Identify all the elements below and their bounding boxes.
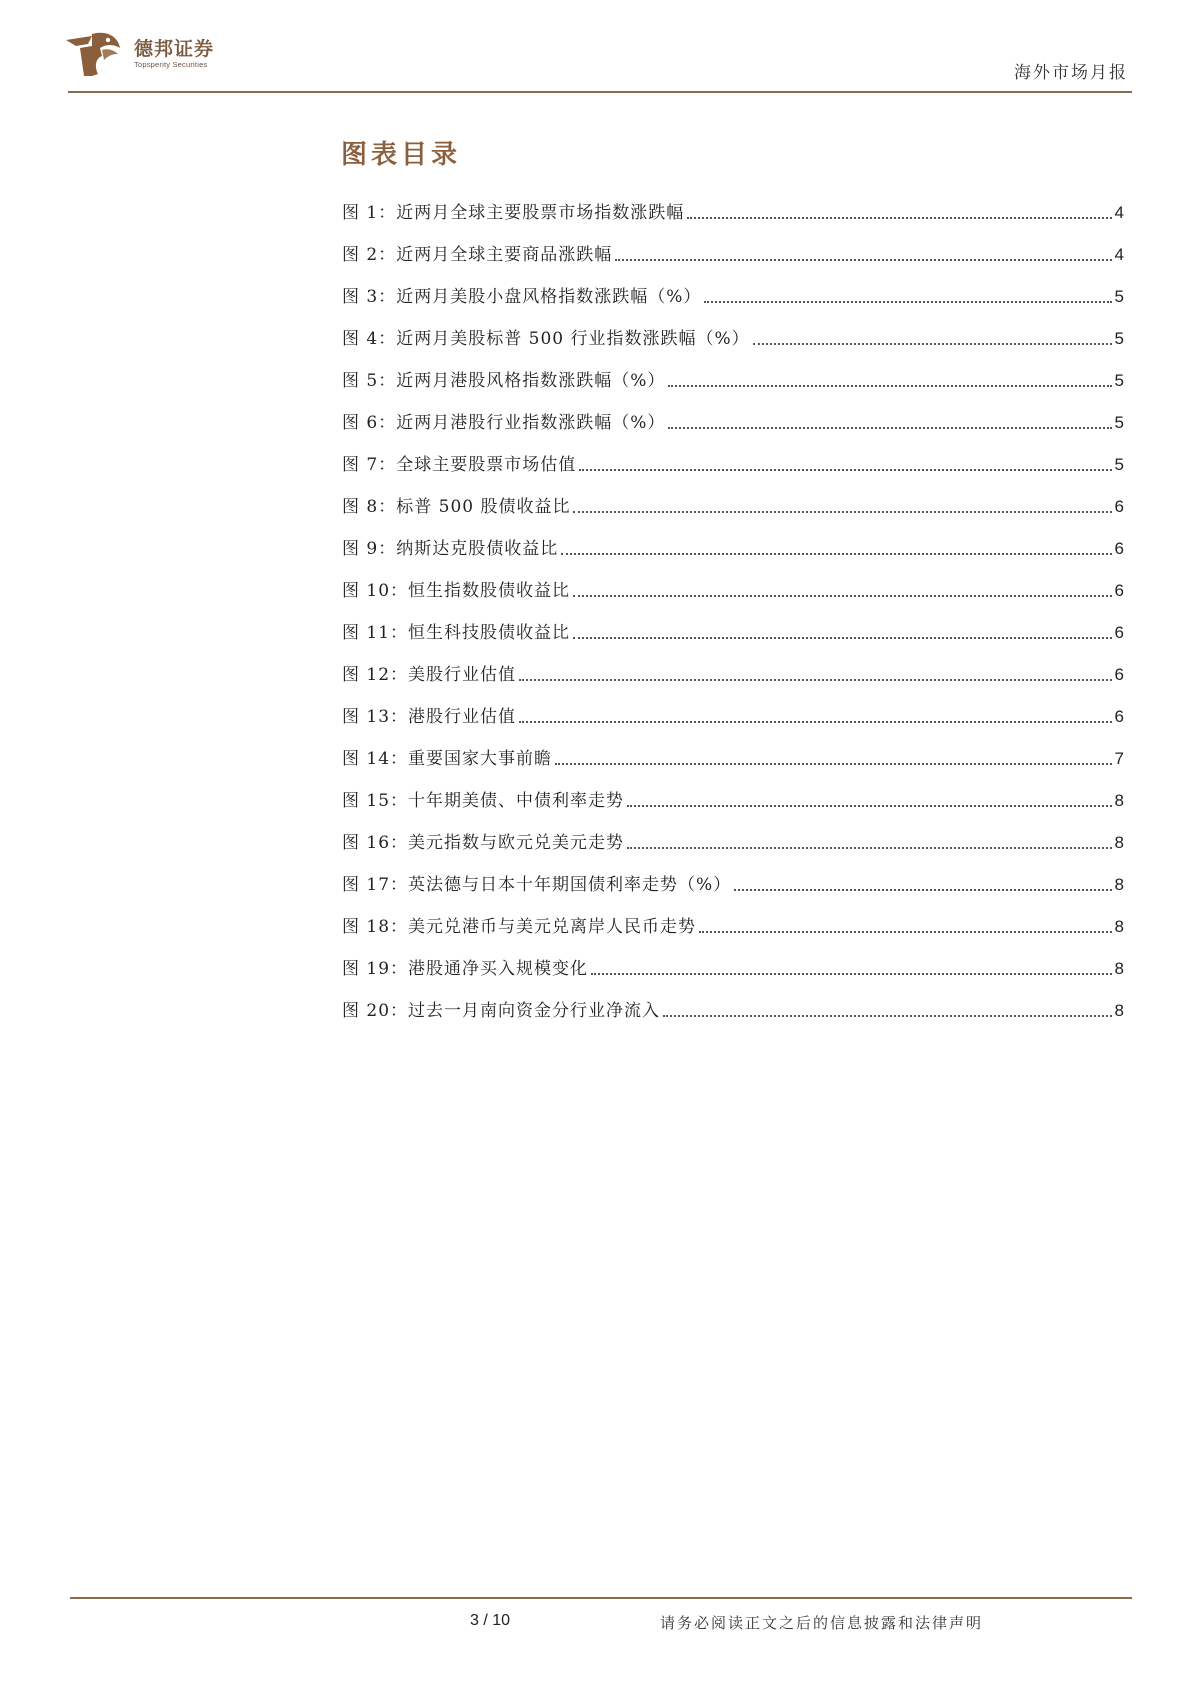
toc-entry-label: 图 18：美元兑港币与美元兑离岸人民币走势	[342, 917, 697, 937]
toc-entry-label: 图 7：全球主要股票市场估值	[342, 455, 577, 475]
toc-leader-dots	[573, 595, 1112, 597]
toc-entry[interactable]	[342, 532, 1124, 560]
toc-entry-page: 4	[1114, 203, 1124, 222]
toc-entry-label: 图 19：港股通净买入规模变化	[342, 959, 589, 979]
toc-entry[interactable]	[342, 238, 1124, 266]
logo-mark-icon	[62, 26, 126, 82]
toc-leader-dots	[555, 763, 1112, 765]
toc-entry-page: 6	[1114, 581, 1124, 600]
toc-leader-dots	[687, 217, 1112, 219]
toc-leader-dots	[615, 259, 1112, 261]
toc-leader-dots	[519, 721, 1112, 723]
toc-entry[interactable]	[342, 448, 1124, 476]
toc-entry[interactable]	[342, 364, 1124, 392]
toc-entry[interactable]	[342, 280, 1124, 308]
toc-entry[interactable]	[342, 406, 1124, 434]
toc-entry-label: 图 4：近两月美股标普 500 行业指数涨跌幅（%）	[342, 329, 750, 349]
toc-entry-page: 5	[1114, 329, 1124, 348]
toc-entry-label: 图 6：近两月港股行业指数涨跌幅（%）	[342, 413, 666, 433]
toc-leader-dots	[573, 637, 1112, 639]
toc-entry[interactable]	[342, 616, 1124, 644]
toc-entry-page: 6	[1114, 665, 1124, 684]
toc-entry-label: 图 8：标普 500 股债收益比	[342, 497, 571, 517]
toc-entry-page: 5	[1114, 455, 1124, 474]
toc-leader-dots	[734, 889, 1112, 891]
toc-entry[interactable]	[342, 574, 1124, 602]
toc-entry-page: 5	[1114, 413, 1124, 432]
toc-entry[interactable]	[342, 994, 1124, 1022]
toc-leader-dots	[627, 805, 1112, 807]
legal-disclaimer: 请务必阅读正文之后的信息披露和法律声明	[660, 1614, 984, 1632]
toc-entry-label: 图 10：恒生指数股债收益比	[342, 581, 571, 601]
toc-leader-dots	[663, 1015, 1112, 1017]
toc-entry[interactable]	[342, 322, 1124, 350]
toc-entry-page: 8	[1114, 875, 1124, 894]
toc-entry-label: 图 16：美元指数与欧元兑美元走势	[342, 833, 625, 853]
toc-entry-page: 6	[1114, 623, 1124, 642]
toc-entry-label: 图 11：恒生科技股债收益比	[342, 623, 571, 643]
toc-leader-dots	[668, 427, 1112, 429]
toc-title: 图表目录	[341, 140, 462, 170]
toc-entry-page: 6	[1114, 497, 1124, 516]
toc-leader-dots	[573, 511, 1112, 513]
toc-leader-dots	[668, 385, 1112, 387]
report-type-label: 海外市场月报	[1014, 63, 1128, 83]
toc-leader-dots	[579, 469, 1112, 471]
toc-entry-label: 图 2：近两月全球主要商品涨跌幅	[342, 245, 613, 265]
toc-leader-dots	[519, 679, 1112, 681]
page-number: 3 / 10	[470, 1612, 511, 1629]
toc-entry-page: 7	[1114, 749, 1124, 768]
toc-entry[interactable]	[342, 742, 1124, 770]
toc-entry[interactable]	[342, 490, 1124, 518]
toc-entry-label: 图 1：近两月全球主要股票市场指数涨跌幅	[342, 203, 685, 223]
toc-entry-page: 8	[1114, 917, 1124, 936]
toc-entry-page: 8	[1114, 959, 1124, 978]
toc-entry-label: 图 14：重要国家大事前瞻	[342, 749, 553, 769]
toc-entry[interactable]	[342, 196, 1124, 224]
toc-entry-label: 图 17：英法德与日本十年期国债利率走势（%）	[342, 875, 732, 895]
toc-entry-label: 图 13：港股行业估值	[342, 707, 517, 727]
toc-entry-page: 8	[1114, 833, 1124, 852]
footer-divider	[70, 1597, 1132, 1599]
toc-entry-page: 8	[1114, 1001, 1124, 1020]
toc-entry-label: 图 9：纳斯达克股债收益比	[342, 539, 559, 559]
toc-entry-page: 4	[1114, 245, 1124, 264]
toc-entry[interactable]	[342, 910, 1124, 938]
company-logo	[62, 26, 214, 82]
toc-entry-page: 5	[1114, 371, 1124, 390]
logo-english-name: Topsperity Securities	[134, 60, 208, 69]
toc-entry-page: 6	[1114, 539, 1124, 558]
toc-entry-page: 5	[1114, 287, 1124, 306]
toc-leader-dots	[561, 553, 1112, 555]
header-divider	[68, 91, 1132, 93]
toc-leader-dots	[699, 931, 1112, 933]
toc-entry[interactable]	[342, 784, 1124, 812]
toc-leader-dots	[591, 973, 1112, 975]
toc-entry-page: 8	[1114, 791, 1124, 810]
toc-entry-label: 图 15：十年期美债、中债利率走势	[342, 791, 625, 811]
toc-entry-page: 6	[1114, 707, 1124, 726]
toc-leader-dots	[704, 301, 1112, 303]
logo-chinese-name: 德邦证券	[134, 38, 215, 60]
toc-entry[interactable]	[342, 658, 1124, 686]
toc-entry-label: 图 12：美股行业估值	[342, 665, 517, 685]
toc-entry[interactable]	[342, 826, 1124, 854]
toc-entry-label: 图 5：近两月港股风格指数涨跌幅（%）	[342, 371, 666, 391]
toc-entry[interactable]	[342, 868, 1124, 896]
toc-entry-label: 图 3：近两月美股小盘风格指数涨跌幅（%）	[342, 287, 702, 307]
toc-entry-label: 图 20：过去一月南向资金分行业净流入	[342, 1001, 661, 1021]
toc-leader-dots	[753, 343, 1112, 345]
toc-entry[interactable]	[342, 952, 1124, 980]
toc-entry[interactable]	[342, 700, 1124, 728]
toc-leader-dots	[627, 847, 1112, 849]
